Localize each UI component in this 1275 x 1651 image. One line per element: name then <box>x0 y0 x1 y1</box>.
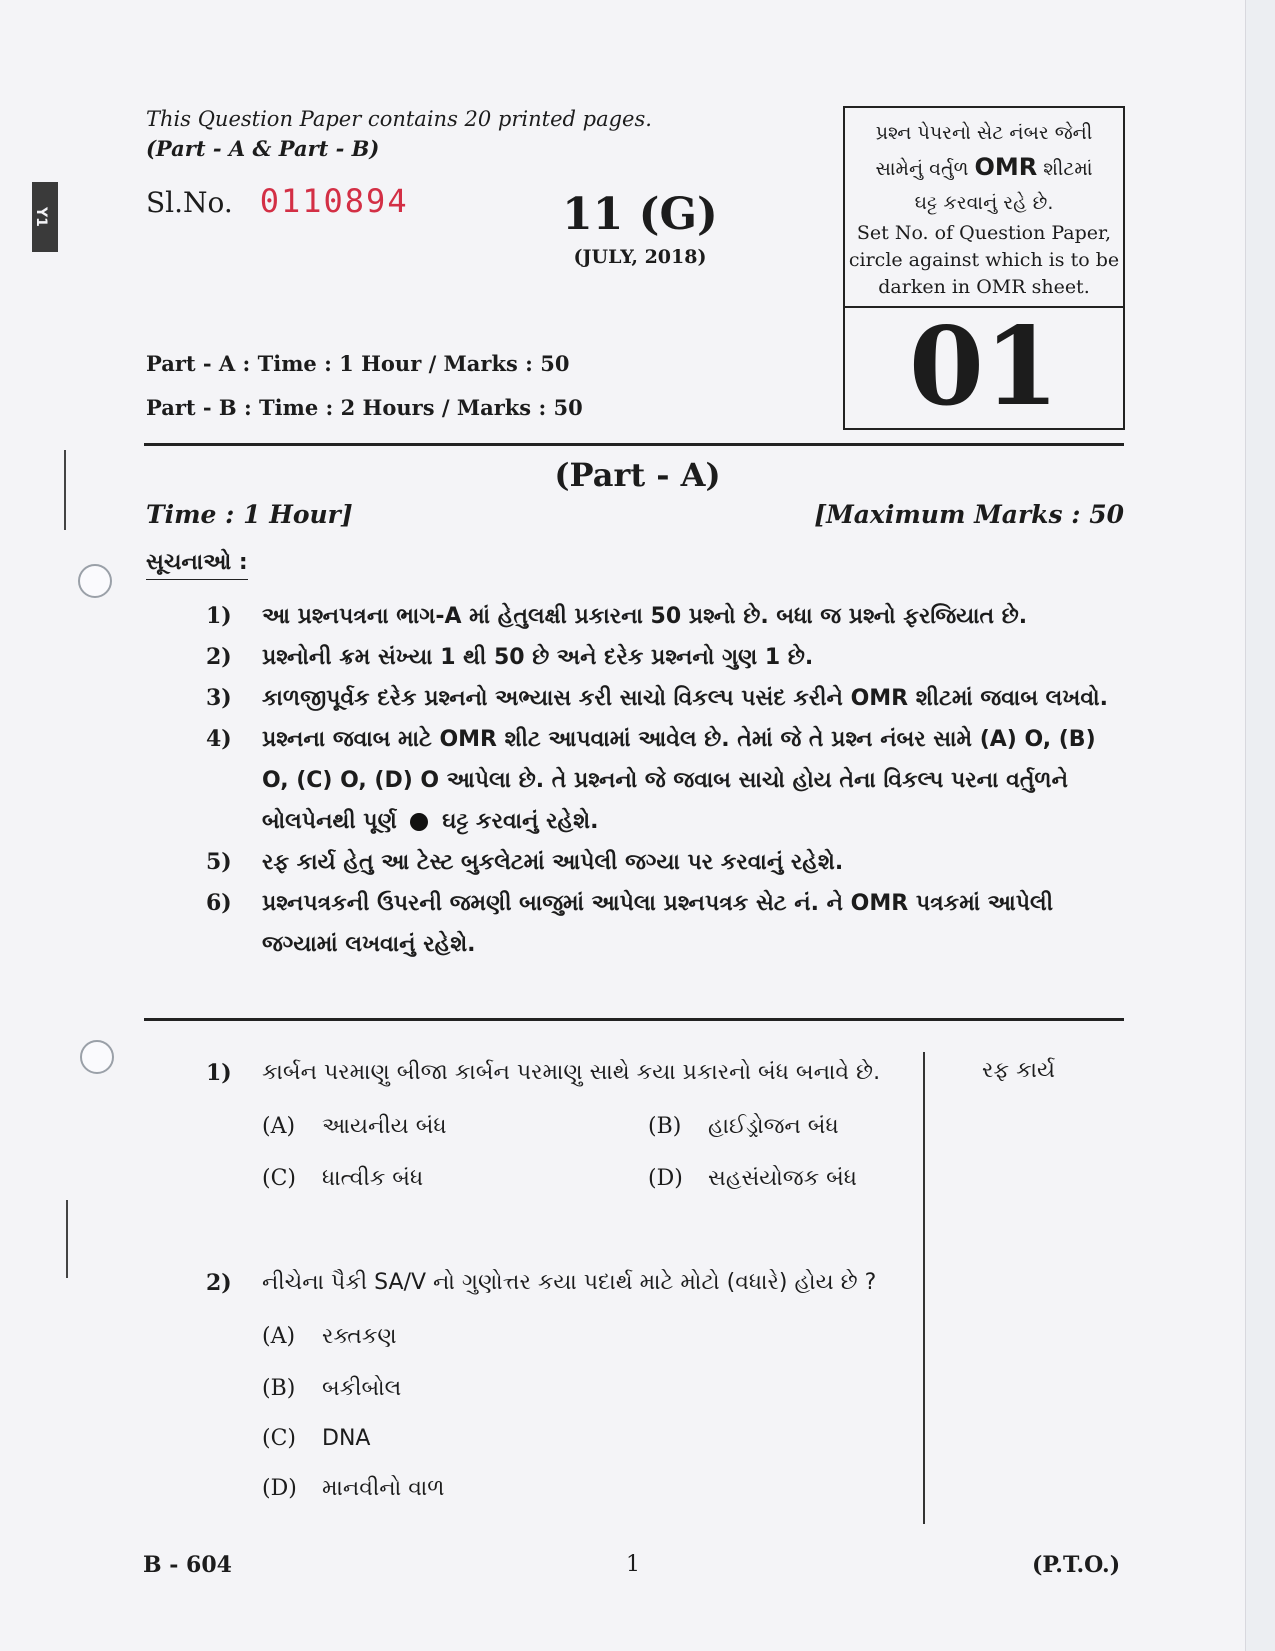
set-number-box <box>843 106 1125 430</box>
serial-number-row <box>146 182 409 220</box>
instruction-item <box>196 719 1126 842</box>
pto-label: (P.T.O.) <box>1032 1552 1121 1578</box>
punch-hole-bottom <box>80 1040 114 1074</box>
option-c <box>262 1166 423 1191</box>
rough-work-divider <box>923 1052 925 1524</box>
instruction-number: 5) <box>206 849 232 875</box>
option-d <box>262 1476 444 1501</box>
question-number: 2) <box>206 1270 232 1296</box>
punch-hole-top <box>78 564 112 598</box>
serial-label: Sl.No. <box>146 186 233 219</box>
divider-rule <box>144 443 1124 446</box>
filled-circle-icon <box>410 813 428 831</box>
option-text: સહસંયોજક બંધ <box>708 1166 858 1191</box>
option-label: (D) <box>262 1476 297 1501</box>
option-c <box>262 1426 370 1451</box>
option-text: બકીબોલ <box>322 1376 402 1401</box>
option-text: ધાત્વીક બંધ <box>322 1166 424 1191</box>
instruction-text: આ પ્રશ્નપત્રના ભાગ-A માં હેતુલક્ષી પ્રકારના 50 પ્રશ્નો છે. બધા જ પ્રશ્નો ફરજિયાત છે. <box>262 604 1028 629</box>
time-marks-row <box>146 500 1124 529</box>
margin-mark <box>66 1200 68 1278</box>
instruction-number: 1) <box>206 603 232 629</box>
paper-code-footer: B - 604 <box>143 1552 232 1578</box>
part-a-time: Time : 1 Hour] <box>146 500 353 529</box>
set-eng-line2: circle against which is to be <box>848 249 1120 271</box>
instruction-text: કાળજીપૂર્વક દરેક પ્રશ્નનો અભ્યાસ કરી સાચો વિકલ્પ પસંદ કરીને OMR શીટમાં જવાબ લખવો. <box>262 686 1108 711</box>
set-guj-line1: પ્રશ્ન પેપરનો સેટ નંબર જેની <box>875 122 1093 144</box>
option-a <box>262 1324 397 1349</box>
instructions-heading: સૂચનાઓ : <box>146 550 248 580</box>
parts-note: (Part - A & Part - B) <box>146 136 380 161</box>
option-b <box>262 1376 401 1401</box>
set-number: 01 <box>908 304 1060 430</box>
part-a-title: (Part - A) <box>554 456 721 494</box>
divider-rule <box>144 1018 1124 1021</box>
option-text: માનવીનો વાળ <box>322 1476 445 1501</box>
set-guj-line2-a: સામેનું વર્તુળ <box>875 158 975 180</box>
set-number-instructions <box>845 108 1123 308</box>
option-label: (A) <box>262 1324 296 1349</box>
option-text: આયનીય બંધ <box>322 1114 447 1139</box>
set-guj-line3: ઘટ્ટ કરવાનું રહે છે. <box>914 192 1054 214</box>
part-a-timing: Part - A : Time : 1 Hour / Marks : 50 <box>146 351 570 376</box>
option-label: (D) <box>648 1166 683 1191</box>
set-eng-line3: darken in OMR sheet. <box>878 276 1090 298</box>
question-text: કાર્બન પરમાણુ બીજા કાર્બન પરમાણુ સાથે કયા પ્રકારનો બંધ બનાવે છે. <box>262 1060 881 1085</box>
instruction-item <box>196 678 1126 719</box>
instruction-number: 2) <box>206 644 232 670</box>
option-text: હાઈડ્રોજન બંધ <box>708 1114 839 1139</box>
option-b <box>648 1114 839 1139</box>
part-a-max-marks: [Maximum Marks : 50 <box>814 500 1124 529</box>
pages-note: This Question Paper contains 20 printed pages. <box>146 107 652 131</box>
question-number: 1) <box>206 1060 232 1086</box>
option-label: (C) <box>262 1166 296 1191</box>
set-guj-omr: OMR <box>974 153 1038 181</box>
page-number: 1 <box>626 1552 640 1577</box>
option-label: (B) <box>262 1376 296 1401</box>
instructions-list <box>196 596 1126 965</box>
instruction-item <box>196 596 1126 637</box>
option-d <box>648 1166 857 1191</box>
option-label: (A) <box>262 1114 296 1139</box>
option-label: (B) <box>648 1114 682 1139</box>
paper-code: 11 (G) <box>562 189 718 240</box>
instruction-item <box>196 637 1126 678</box>
instruction-text: પ્રશ્નના જવાબ માટે OMR શીટ આપવામાં આવેલ છે. તેમાં જે તે પ્રશ્ન નંબર સામે (A) O, (B) O, (C) O, (D) O આપેલા છે. તે પ્રશ્નનો જે જવાબ સાચો હોય તેના વિકલ્પ પરના વર્તુળને બોલપેનથી પૂર્ણ <box>262 727 1096 834</box>
page-count-note <box>146 104 652 164</box>
set-guj-line2 <box>845 150 1123 186</box>
instruction-text: રફ કાર્ય હેતુ આ ટેસ્ટ બુકલેટમાં આપેલી જગ્યા પર કરવાનું રહેશે. <box>262 850 844 875</box>
instruction-text: પ્રશ્નોની ક્રમ સંખ્યા 1 થી 50 છે અને દરેક પ્રશ્નનો ગુણ 1 છે. <box>262 645 814 670</box>
option-text: DNA <box>322 1426 371 1451</box>
instruction-text-end: ઘટ્ટ કરવાનું રહેશે. <box>442 809 599 834</box>
instruction-number: 4) <box>206 726 232 752</box>
instruction-item <box>196 883 1126 965</box>
part-b-timing: Part - B : Time : 2 Hours / Marks : 50 <box>146 395 583 420</box>
edge-tab: Y1 <box>32 182 58 252</box>
exam-date: (JULY, 2018) <box>573 246 707 268</box>
set-eng-line1: Set No. of Question Paper, <box>856 222 1112 244</box>
option-a <box>262 1114 447 1139</box>
serial-number: 0110894 <box>259 182 409 220</box>
paper-code-block <box>560 188 720 268</box>
instruction-number: 6) <box>206 890 232 916</box>
rough-work-label: રફ કાર્ય <box>982 1058 1056 1083</box>
instruction-text: પ્રશ્નપત્રકની ઉપરની જમણી બાજુમાં આપેલા પ્રશ્નપત્રક સેટ નં. ને OMR પત્રકમાં આપેલી જગ્યામાં લખવાનું રહેશે. <box>262 891 1053 957</box>
option-text: રક્તકણ <box>322 1324 397 1349</box>
question-text: નીચેના પૈકી SA/V નો ગુણોત્તર કયા પદાર્થ માટે મોટો (વધારે) હોય છે ? <box>262 1270 877 1295</box>
timing-block <box>146 342 583 430</box>
instruction-item <box>196 842 1126 883</box>
instruction-number: 3) <box>206 685 232 711</box>
set-guj-line2-b: શીટમાં <box>1037 158 1093 180</box>
option-label: (C) <box>262 1426 296 1451</box>
